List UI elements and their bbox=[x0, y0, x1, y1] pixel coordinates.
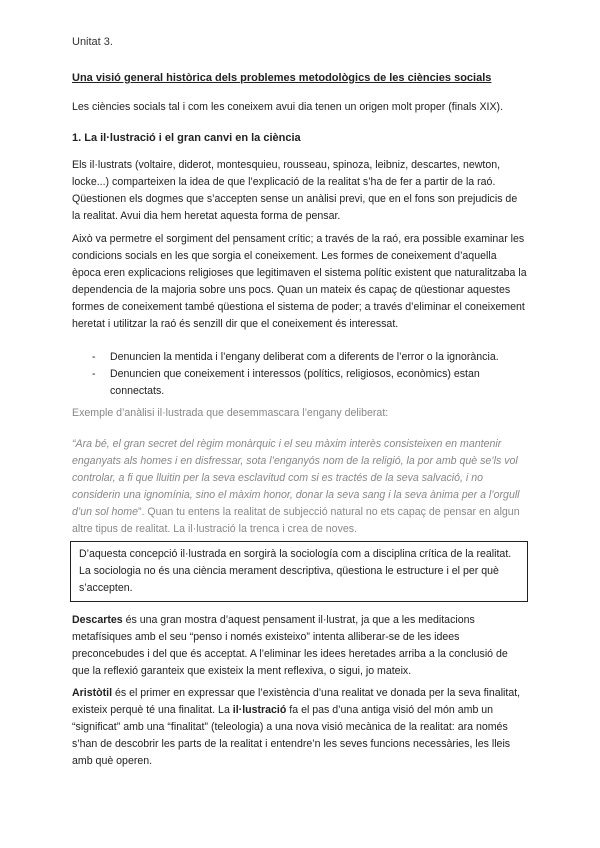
descartes-name: Descartes bbox=[72, 614, 123, 626]
document-title: Una visió general històrica dels problemes metodològics de les ciències socials bbox=[72, 72, 492, 84]
aristotil-text: és el primer en expressar que l’existència d’una realitat ve donada per la seva finalitat, existeix perquè té una finalitat. La bbox=[72, 687, 521, 716]
paragraph-pensament-critic: Això va permetre el sorgiment del pensament crític; a través de la raó, era possible examinar les condicions socials en les que sorgia el coneixement. Les formes de coneixement d’aquella època eren explicacions religioses que legitimaven el sistema polític existent que naturalitzaba la dependencia de la majoria sobre uns pocs. Quan un mateix és capaç de qüestionar aquestes formes de coneixement també qüestiona el sistema de poder; a través d’eliminar el coneixement heretat i utilitzar la raó és senzill dir que el coneixement és interessat. bbox=[72, 233, 527, 330]
quote-commentary: ”. Quan tu entens la realitat de subjecció natural no ets capaç de pensar en algun altre tipus de realitat. La il·lustració la trenca i crea de noves. bbox=[72, 506, 520, 535]
intro-paragraph: Les ciències socials tal i com les coneixem avui dia tenen un origen molt proper (finals XIX). bbox=[72, 101, 504, 113]
section-heading: 1. La il·lustració i el gran canvi en la ciència bbox=[72, 132, 301, 144]
list-item: - Denuncien que coneixement i interessos (polítics, religiosos, econòmics) estan connectats. bbox=[72, 366, 528, 400]
aristotil-name: Aristòtil bbox=[72, 687, 113, 699]
example-label: Exemple d’anàlisi il·lustrada que desemmascara l’engany deliberat: bbox=[72, 407, 389, 419]
illustracio-bold: il·lustració bbox=[232, 704, 287, 716]
list-item: - Denuncien la mentida i l’engany deliberat com a diferents de l’error o la ignorància. bbox=[72, 349, 528, 366]
bullet-list bbox=[72, 349, 528, 400]
paragraph-illustrats: Els il·lustrats (voltaire, diderot, montesquieu, rousseau, spinoza, leibniz, descartes, newton, locke...) comparteixen la idea de que l’explicació de la realitat s’ha de fer a partir de la raó. Qüestionen els dogmes que s’accepten sense un anàlisi previ, que en el fons son prejudicis de la realitat. Avui dia hem heretat aquesta forma de pensar. bbox=[72, 159, 518, 222]
highlight-box: D’aquesta concepció il·lustrada en sorgirà la sociología com a disciplina crítica de la realitat. La sociologia no és una ciència merament descriptiva, qüestiona le estructure i el per què s’accepten. bbox=[70, 541, 528, 602]
quote-paragraph bbox=[72, 436, 528, 538]
paragraph-descartes bbox=[72, 612, 528, 680]
descartes-text: és una gran mostra d’aquest pensament il·lustrat, ja que a les meditacions metafísiques amb el seu “penso i només existeixo” intenta alliberar-se de les idees preconcebudes i del que és acceptat. A l’eliminar les idees heretades arriba a la conclusió de que la reflexió garanteix que existeix la ment reflexiva, o sigui, jo mateix. bbox=[72, 614, 508, 677]
paragraph-aristotil bbox=[72, 685, 528, 770]
unit-header: Unitat 3. bbox=[72, 36, 113, 48]
aristotil-text-continued: fa el pas d’una antiga visió del món amb un “significat” amb una “finalitat” (teleologia) a una nova visió mecànica de la realitat: ara només s’han de descobrir les parts de la realitat i entendre’n les seves funcions necessàries, les lleis amb què operen. bbox=[72, 704, 511, 767]
quote-text: “Ara bé, el gran secret del règim monàrquic i el seu màxim interès consisteixen en mantenir enganyats als homes i en disfressar, sota l’enganyós nom de la religió, la por amb què se’ls vol controlar, a fi que lluitin per la seva esclavitud com si es tractés de la seva salvació, i no considerin una ignomínia, sino el màxim honor, donar la seva sang i la seva ànima per a l’orgull d’un sol home bbox=[72, 438, 520, 518]
